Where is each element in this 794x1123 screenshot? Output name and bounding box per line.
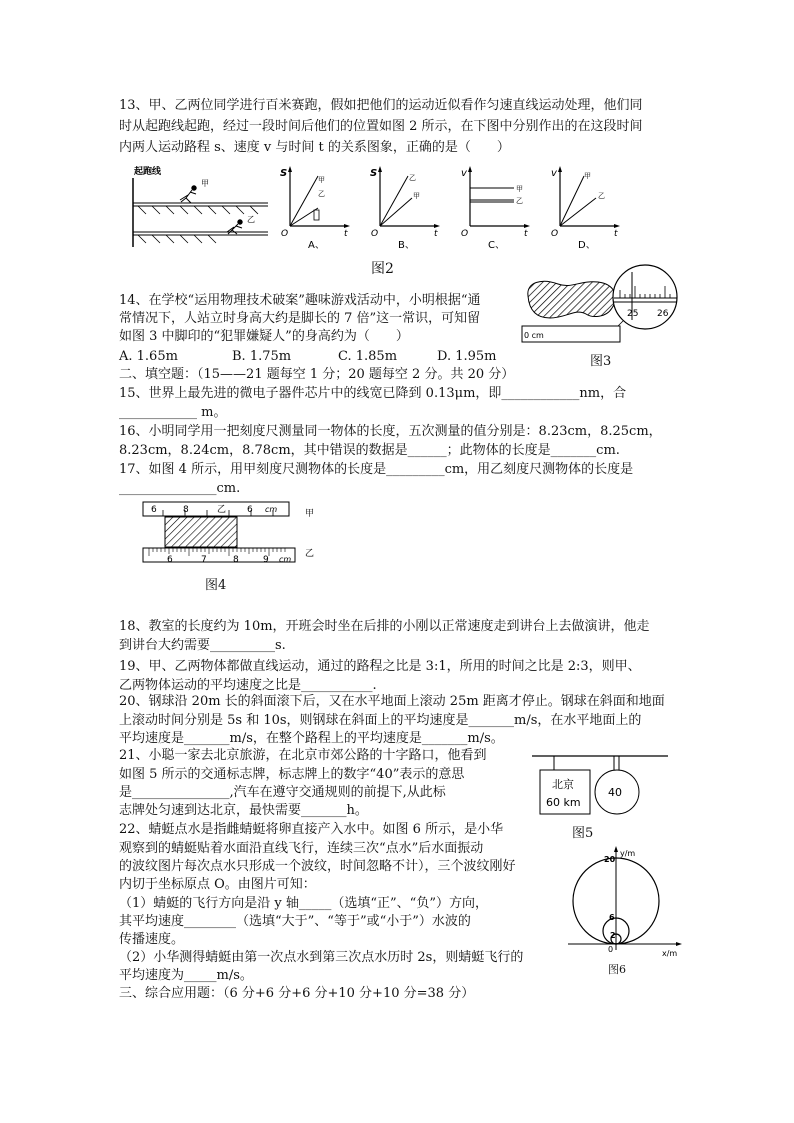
figure-3-caption: 图3 (590, 354, 612, 369)
runner-jia-label: 甲 (201, 179, 209, 188)
start-line-label: 起跑线 (134, 167, 162, 177)
axis-y-label: y/m (620, 849, 636, 858)
tick-6: 6 (609, 913, 615, 922)
ruler-jia-n1: 6 (151, 505, 157, 515)
q14-line-1: 14、在学校“运用物理技术破案”趣味游戏活动中，小明根据“通 (119, 293, 481, 308)
q22-line-2: 观察到的蜻蜓贴着水面沿直线飞行，连续三次“点水”后水面振动 (119, 841, 484, 856)
figure-6-caption: 图6 (608, 963, 626, 976)
speed-limit-sign (595, 770, 639, 814)
q14-choice-d: D. 1.95m (437, 349, 497, 364)
graph-d-v-label: v (551, 168, 557, 179)
q22-line-9: 平均速度为_____m/s。 (119, 968, 253, 983)
sign-speed: 40 (608, 786, 622, 799)
q19-line-1: 19、甲、乙两物体都做直线运动，通过的路程之比是 3:1，所用的时间之比是 2:3，则甲、 (119, 659, 641, 674)
graph-a-yi: 乙 (318, 190, 325, 198)
graph-c (461, 166, 530, 251)
ruler-zero-label: 0 cm (524, 331, 544, 340)
tick-20: 20 (604, 855, 616, 864)
q13-line-3: 内两人运动路程 s、速度 v 与时间 t 的关系图象，正确的是（ ） (119, 140, 510, 155)
q22-line-7: 传播速度。 (119, 932, 185, 947)
q18-line-1: 18、教室的长度约为 10m，开班会时坐在后排的小刚以正常速度走到讲台上去做演讲，他走 (119, 619, 650, 634)
graph-d-yi: 乙 (598, 192, 605, 200)
ruler-jia-n3: 乙 (217, 505, 227, 515)
q20-line-3: 平均速度是_______m/s，在整个路程上的平均速度是_______m/s。 (119, 731, 504, 746)
figure-5 (532, 752, 672, 822)
q22-line-6: 其平均速度________（选填“大于”、“等于”或“小于”）水波的 (119, 914, 471, 929)
ruler-yi-n2: 7 (201, 555, 207, 565)
ruler-yi-label: 乙 (305, 549, 315, 559)
graph-a-option: A、 (308, 240, 325, 251)
q16-line-2: 8.23cm，8.24cm，8.78cm，其中错误的数据是______；此物体的长度是_______cm. (119, 443, 620, 458)
origin-label: 0 (608, 945, 614, 954)
graph-b-s-label: S (370, 168, 378, 179)
section-2-heading: 二、填空题：（15——21 题每空 1 分；20 题每空 2 分。共 20 分） (119, 367, 515, 382)
section-3-heading: 三、综合应用题：（6 分+6 分+6 分+10 分+10 分=38 分） (119, 986, 475, 1001)
q14-choice-a: A. 1.65m (119, 349, 178, 364)
graph-b-t-label: t (434, 229, 438, 239)
q16-line-1: 16、小明同学用一把刻度尺测量同一物体的长度，五次测量的值分别是：8.23cm，8.25cm， (119, 424, 662, 439)
q21-line-2: 如图 5 所示的交通标志牌，标志牌上的数字“40”表示的意思 (119, 767, 465, 782)
q20-line-1: 20、钢球沿 20m 长的斜面滚下后，又在水平地面上滚动 25m 距离才停止。钢球在斜面和地面 (119, 694, 665, 709)
axis-x-label: x/m (662, 949, 678, 958)
graph-c-origin: O (461, 229, 469, 239)
ruler-yi-n3: 8 (233, 555, 239, 565)
ruler-yi-n4: 9 (263, 555, 269, 565)
ruler-jia-label: 甲 (305, 509, 315, 519)
distance-sign (540, 770, 590, 814)
q19-line-2: 乙两物体运动的平均速度之比是___________. (119, 678, 377, 693)
graph-c-t-label: t (524, 229, 528, 239)
graph-a-s-label: S (280, 168, 288, 179)
graph-c-jia: 甲 (516, 185, 523, 193)
graph-c-yi: 乙 (516, 197, 523, 205)
graph-c-option: C、 (488, 240, 505, 251)
figure-4-caption: 图4 (205, 578, 227, 593)
q21-line-3: 是_______________,汽车在遵守交通规则的前提下,从此标 (119, 785, 446, 800)
graph-a-t-label: t (344, 229, 348, 239)
graph-d-jia: 甲 (584, 172, 591, 180)
ruler-jia-unit: cm (265, 505, 278, 514)
ruler-yi-n1: 6 (167, 555, 173, 565)
q22-line-3: 的波纹图片每次点水只形成一个波纹，时间忽略不计），三个波纹刚好 (119, 859, 516, 874)
q14-choice-b: B. 1.75m (232, 349, 292, 364)
graph-a (280, 166, 350, 251)
figure-2-caption: 图2 (371, 261, 394, 277)
q22-line-8: （2）小华测得蜻蜓由第一次点水到第三次点水历时 2s，则蜻蜓飞行的 (119, 950, 524, 965)
q22-line-1: 22、蜻蜓点水是指雌蜻蜓将卵直接产入水中。如图 6 所示，是小华 (119, 822, 504, 837)
mag-tick-25: 25 (627, 309, 639, 319)
graph-b-origin: O (371, 229, 379, 239)
q22-line-5: （1）蜻蜓的飞行方向是沿 y 轴_____（选填“正”、“负”）方向， (119, 896, 488, 911)
graph-d-option: D、 (578, 240, 596, 251)
runner-yi-label: 乙 (247, 215, 255, 224)
figure-5-caption: 图5 (572, 826, 594, 841)
q18-line-2: 到讲台大约需要__________s. (119, 638, 286, 653)
tick-2: 2 (610, 931, 616, 940)
ruler-yi (143, 548, 295, 562)
graph-a-origin: O (281, 229, 289, 239)
q15-line-2: ____________ m。 (119, 405, 227, 420)
ruler-jia-n2: 8 (183, 505, 189, 515)
q14-line-3: 如图 3 中脚印的“犯罪嫌疑人”的身高约为（ ） (119, 329, 409, 344)
figure-3 (520, 262, 680, 352)
sign-distance: 60 km (546, 796, 581, 809)
q13-line-2: 时从起跑线起跑，经过一段时间后他们的位置如图 2 所示，在下图中分别作出的在这段时间 (119, 119, 643, 134)
measured-object (165, 517, 237, 547)
graph-d (551, 166, 620, 251)
graph-a-jia: 甲 (318, 176, 325, 184)
ruler-jia-n4: 6 (247, 505, 253, 515)
q17-line-2: _______________cm. (119, 481, 241, 496)
magnifier-icon (613, 265, 677, 329)
q21-line-4: 志牌处匀速到达北京，最快需要_______h。 (119, 803, 368, 818)
q13-line-1: 13、甲、乙两位同学进行百米赛跑，假如把他们的运动近似看作匀速直线运动处理，他们同 (119, 98, 643, 113)
q17-line-1: 17、如图 4 所示，用甲刻度尺测物体的长度是_________cm，用乙刻度尺测物体的长度是 (119, 462, 634, 477)
q21-line-1: 21、小聪一家去北京旅游，在北京市郊公路的十字路口，他看到 (119, 748, 487, 763)
graph-b-yi: 乙 (409, 174, 416, 182)
graph-b-jia: 甲 (413, 192, 420, 200)
graph-c-v-label: v (461, 168, 467, 179)
figure-4 (135, 498, 335, 574)
q15-line-1: 15、世界上最先进的微电子器件芯片中的线宽已降到 0.13μm，即____________nm，合 (119, 386, 627, 401)
runner-jia-icon (180, 186, 196, 203)
graph-d-t-label: t (614, 229, 618, 239)
figure-6 (566, 842, 684, 960)
ruler-yi-unit: cm (279, 555, 292, 564)
race-track-diagram (133, 165, 268, 247)
graph-b (370, 166, 440, 251)
sign-city: 北京 (552, 778, 574, 791)
q20-line-2: 上滚动时间分别是 5s 和 10s，则钢球在斜面上的平均速度是_______m/s，在水平地面上的 (119, 713, 642, 728)
q14-choice-c: C. 1.85m (338, 349, 398, 364)
footprint-icon (528, 281, 616, 318)
mag-tick-26: 26 (657, 309, 669, 319)
graph-d-origin: O (551, 229, 559, 239)
q14-line-2: 常情况下，人站立时身高大约是脚长的 7 倍”这一常识，可知留 (119, 311, 481, 326)
graph-b-option: B、 (398, 240, 415, 251)
q22-line-4: 内切于坐标原点 O。由图片可知： (119, 877, 316, 892)
